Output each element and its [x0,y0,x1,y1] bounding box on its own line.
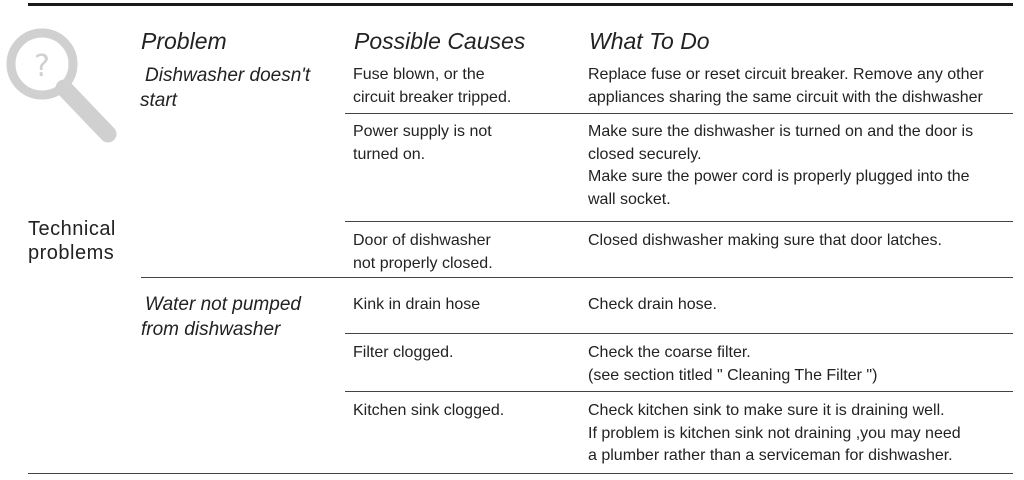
problem-line: Water not pumped [145,294,301,315]
action-line: Closed dishwasher making sure that door latches. [588,232,942,249]
action-cell [588,230,942,253]
action-line: If problem is kitchen sink not draining ,you may need [588,424,961,442]
action-line: Check drain hose. [588,296,717,313]
action-cell [588,342,877,387]
action-cell [588,121,973,211]
row-divider [345,391,1013,392]
top-rule [28,3,1013,6]
action-line: closed securely. [588,145,702,163]
cause-line: not properly closed. [353,254,493,272]
svg-text:?: ? [34,49,50,84]
problem-line: from dishwasher [141,319,281,340]
problem-line: Dishwasher doesn't [145,65,311,86]
action-line: Make sure the power cord is properly plugged into the [588,168,970,185]
cause-line: Filter clogged. [353,344,454,361]
cause-cell [353,230,493,275]
cause-line: circuit breaker tripped. [353,88,512,106]
cause-cell [353,121,492,166]
problem-line: start [140,90,177,111]
action-line: Check kitchen sink to make sure it is draining well. [588,402,945,419]
row-divider [345,221,1013,222]
action-line: appliances sharing the same circuit with the dishwasher [588,88,983,106]
header-what-to-do: What To Do [589,28,710,54]
action-line: Check the coarse filter. [588,344,751,361]
action-line: Make sure the dishwasher is turned on and the door is [588,123,974,140]
row-divider [345,333,1013,334]
bottom-rule [28,473,1013,474]
cause-line: Fuse blown, or the [353,66,485,83]
action-line: (see section titled " Cleaning The Filter ") [588,366,878,384]
magnifier-question-icon [2,22,120,144]
cause-line: Power supply is not [353,123,492,140]
cause-line: Kink in drain hose [353,296,481,313]
group-divider [141,277,1013,278]
action-line: wall socket. [588,190,671,208]
cause-cell [353,64,511,109]
problem-dishwasher-doesnt-start [140,63,311,113]
cause-cell [353,342,454,365]
cause-line: turned on. [353,145,426,163]
header-problem: Problem [141,28,227,54]
header-possible-causes: Possible Causes [354,28,526,54]
problem-water-not-pumped [141,292,301,342]
row-divider [345,113,1013,114]
cause-cell [353,294,480,317]
action-line: Replace fuse or reset circuit breaker. Remove any other [588,66,984,83]
section-label-line: problems [28,242,115,264]
section-label-line: Technical [28,218,116,240]
action-cell [588,294,717,317]
action-line: a plumber rather than a serviceman for dishwasher. [588,447,953,464]
action-cell [588,400,961,468]
section-label [28,217,116,265]
cause-line: Door of dishwasher [353,232,491,249]
action-cell [588,64,984,109]
cause-cell [353,400,504,423]
cause-line: Kitchen sink clogged. [353,402,505,419]
